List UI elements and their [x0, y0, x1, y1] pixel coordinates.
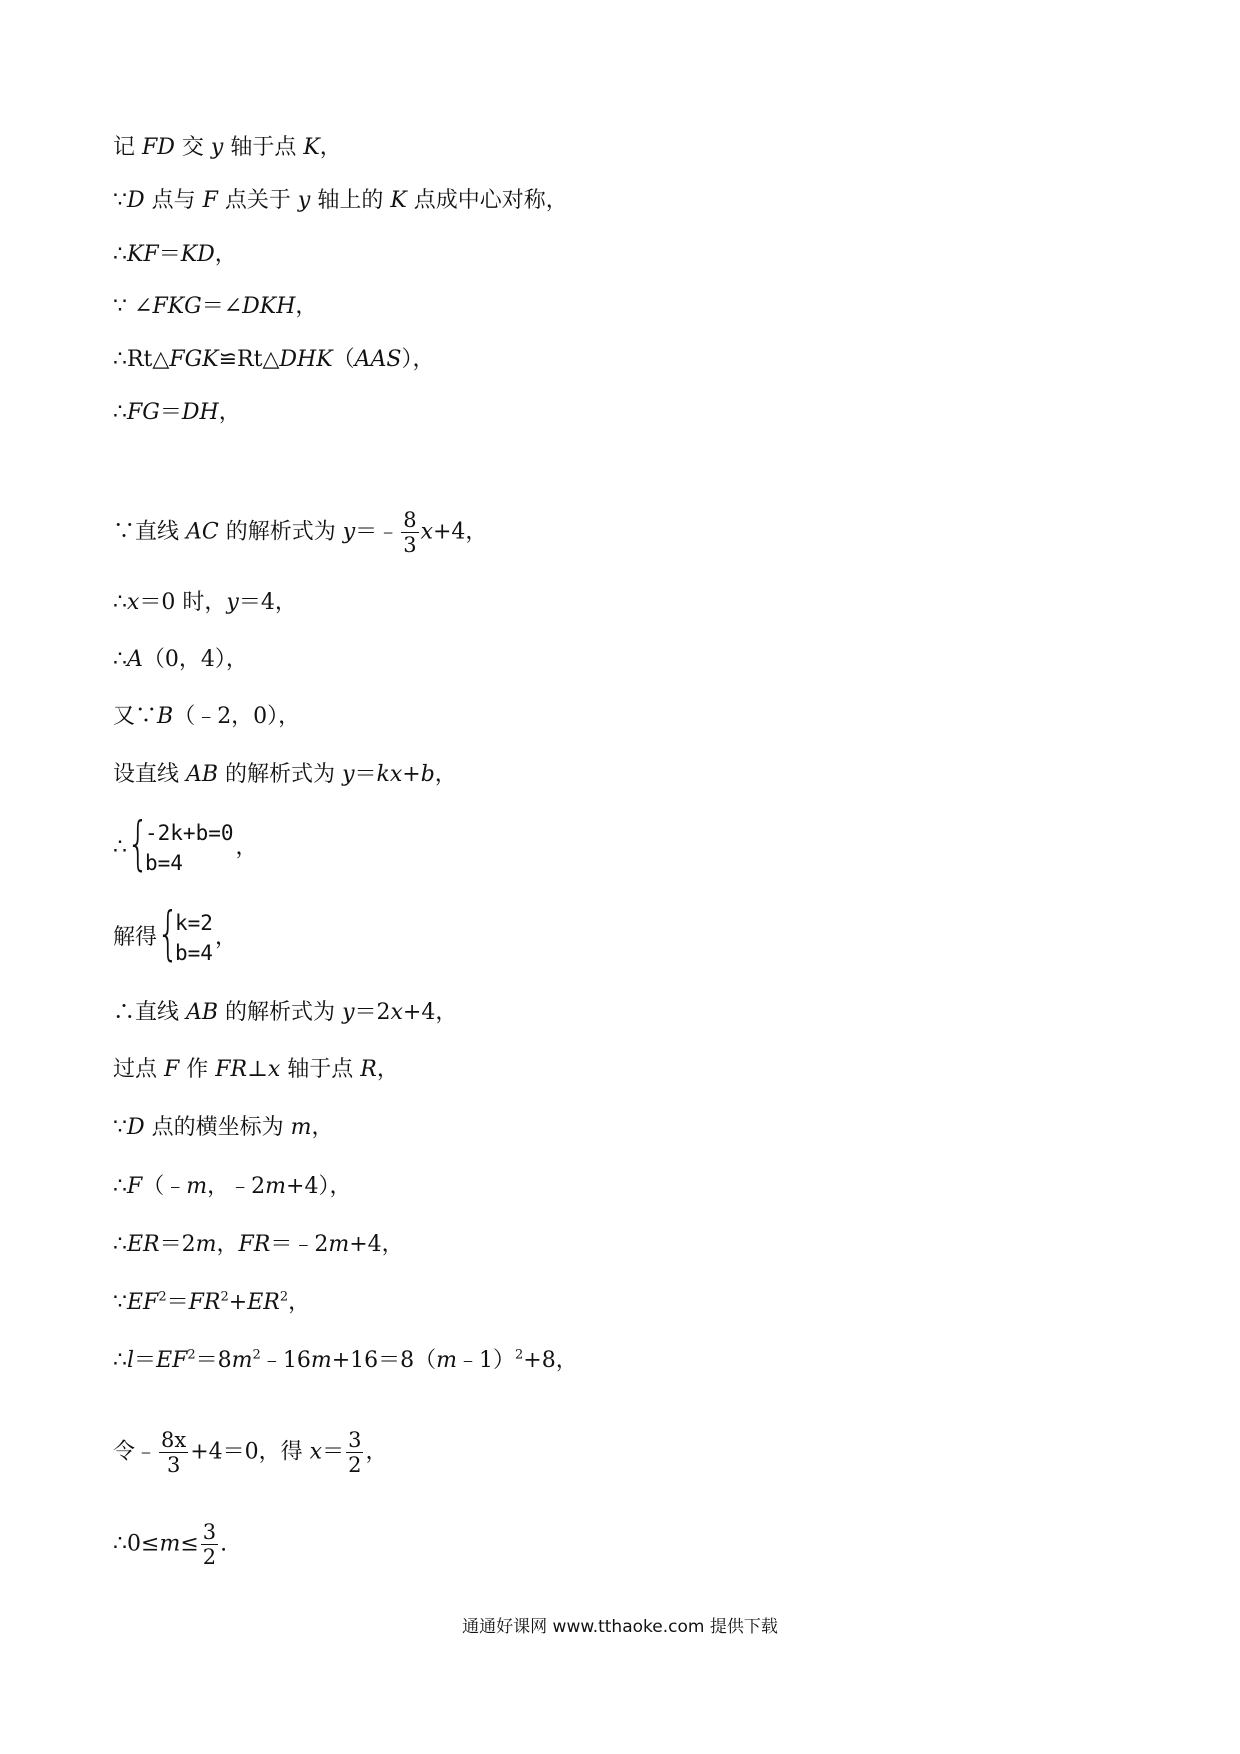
solution-line-4: ∵ ∠FKG＝∠DKH， [113, 294, 318, 319]
solution-line-1: 记 FD 交 y 轴于点 K， [113, 135, 342, 160]
fraction: $\frac{3}{2}$ [348, 1428, 362, 1477]
equation-system: { k=2 b=4 [157, 899, 213, 967]
solution-line-19: $\because EF^2=FR^2+ER^2$， [113, 1289, 311, 1315]
solution-line-11: 设直线 AB 的解析式为 y＝kx+b， [113, 762, 457, 787]
solution-line-6: ∴FG＝DH， [113, 400, 241, 425]
solution-line-12: ∴ { -2k+b=0 b=4 ， [113, 809, 258, 877]
solution-line-7: ∵直线 AC 的解析式为 y＝﹣ $\frac{8}{3}$ x+4， [113, 508, 488, 557]
solution-line-2: ∵D 点与 F 点关于 y 轴上的 K 点成中心对称， [113, 188, 568, 213]
solution-line-22: ∴0≤m≤ $\frac{3}{2}$ . [113, 1520, 228, 1569]
fraction: $\frac{3}{2}$ [202, 1520, 217, 1569]
solution-line-9: ∴A（0，4）， [113, 647, 248, 672]
solution-line-8: ∴x＝0 时，y＝4， [113, 590, 297, 615]
page-footer: 通通好课网 www.tthaoke.com 提供下载 [462, 1617, 778, 1637]
solution-line-15: 过点 F 作 FR⊥x 轴于点 R， [113, 1057, 399, 1082]
left-brace-icon: { [157, 899, 180, 967]
solution-line-5: ∴Rt△FGK≌Rt△DHK（AAS）， [113, 347, 435, 372]
solution-line-21: 令﹣ $\frac{8x}{3}$ +4＝0，得 x＝ $\frac{3}{2}$ ， [113, 1428, 388, 1477]
solution-line-20: $\therefore l=EF^2=8m^2﹣16m+16=8(m﹣1)^2+8$， [113, 1347, 578, 1373]
solution-line-13: 解得 { k=2 b=4 ， [113, 899, 237, 967]
fraction: $\frac{8}{3}$ [403, 508, 417, 557]
solution-line-14: ∴直线 AB 的解析式为 y＝2x+4， [113, 1000, 458, 1025]
solution-line-18: ∴ER＝2m，FR＝﹣2m+4， [113, 1232, 404, 1257]
left-brace-icon: { [127, 809, 150, 877]
equation-system: { -2k+b=0 b=4 [127, 809, 234, 877]
fraction: $\frac{8x}{3}$ [161, 1428, 187, 1477]
solution-line-16: ∵D 点的横坐标为 m， [113, 1115, 334, 1140]
solution-line-10: 又∵B（﹣2，0）， [113, 704, 301, 729]
solution-line-17: ∴F（﹣m，﹣2m+4）， [113, 1174, 352, 1199]
solution-line-3: ∴KF＝KD， [113, 242, 237, 267]
